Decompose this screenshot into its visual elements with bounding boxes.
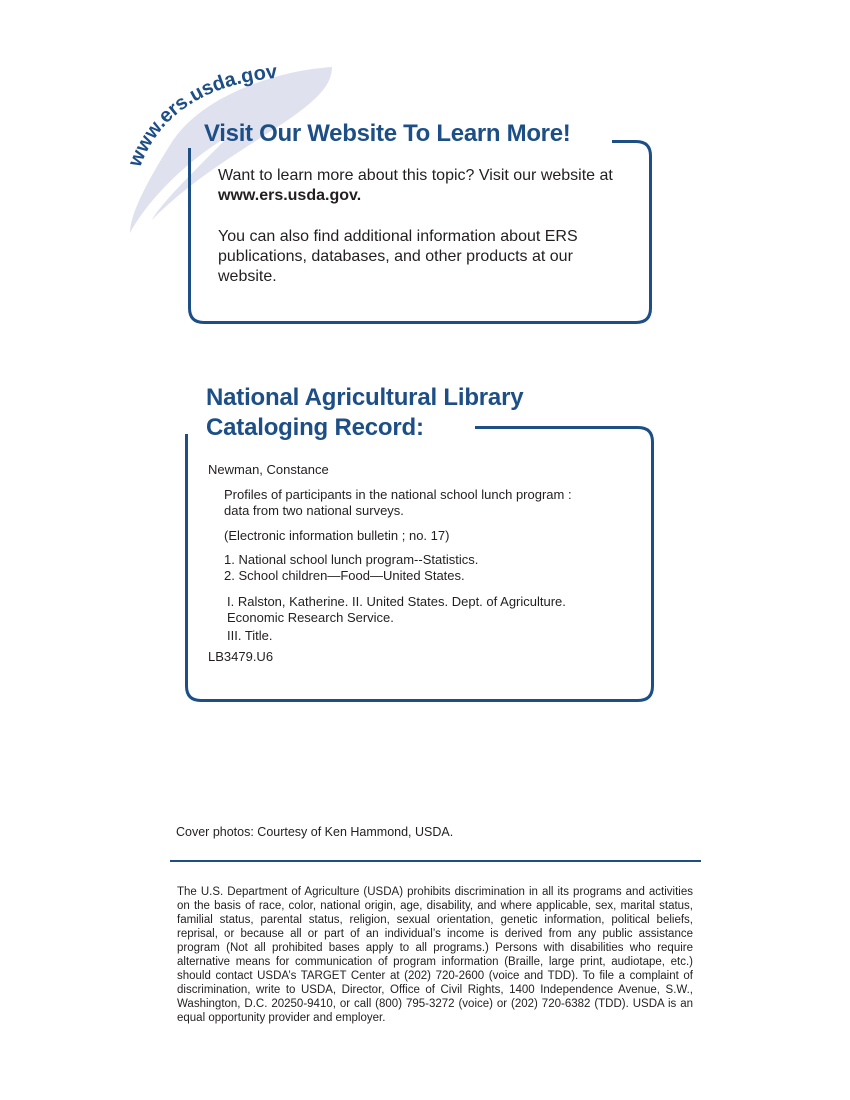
catalog-author: Newman, Constance — [208, 462, 329, 477]
subject-1: 1. National school lunch program--Statistics. — [224, 552, 479, 567]
website-box-paragraph-2: You can also find additional information about ERS publications, databases, and other products at our website. — [218, 228, 578, 285]
catalog-added-entries — [227, 594, 566, 644]
divider — [170, 860, 701, 862]
website-box-title: Visit Our Website To Learn More! — [204, 120, 571, 147]
catalog-title-line-1: National Agricultural Library — [206, 384, 524, 411]
subject-2: 2. School children—Food—United States. — [224, 568, 465, 583]
work-title-line-2: data from two national surveys. — [224, 503, 404, 518]
catalog-subjects — [224, 552, 478, 584]
catalog-title — [206, 383, 523, 443]
added-entry-line-3: III. Title. — [227, 628, 273, 643]
paragraph-1-text: Want to learn more about this topic? Visit our website at — [218, 167, 613, 184]
catalog-series: (Electronic information bulletin ; no. 17) — [224, 528, 450, 543]
website-link[interactable]: www.ers.usda.gov. — [218, 187, 362, 204]
website-url-arc: www.ers.usda.gov — [124, 60, 279, 170]
catalog-call-number: LB3479.U6 — [208, 649, 274, 664]
added-entry-line-2: Economic Research Service. — [227, 610, 394, 625]
nondiscrimination-statement: The U.S. Department of Agriculture (USDA) prohibits discrimination in all its programs and activities on the basis of race, color, national origin, age, disability, and where applicable, sex, marital status, familial status, parental status, religion, sexual orientation, genetic information, political beliefs, reprisal, or because all or part of an individual’s income is derived from any public assistance program (Not all prohibited bases apply to all programs.) Persons with disabilities who require alternative means for communication of program information (Braille, large print, audiotape, etc.) should contact USDA’s TARGET Center at (202) 720-2600 (voice and TDD). To file a complaint of discrimination, write to USDA, Director, Office of Civil Rights, 1400 Independence Avenue, S.W., Washington, D.C. 20250-9410, or call (800) 795-3272 (voice) or (202) 720-6382 (TDD). USDA is an equal opportunity provider and employer. — [177, 886, 693, 1024]
catalog-title-line-2: Cataloging Record: — [206, 414, 424, 441]
catalog-work-title — [224, 487, 572, 519]
added-entry-line-1: I. Ralston, Katherine. II. United States. Dept. of Agriculture. — [227, 594, 566, 609]
cover-photo-credit: Cover photos: Courtesy of Ken Hammond, USDA. — [176, 825, 454, 839]
work-title-line-1: Profiles of participants in the national school lunch program : — [224, 487, 572, 502]
website-box-paragraph-1 — [218, 166, 638, 206]
